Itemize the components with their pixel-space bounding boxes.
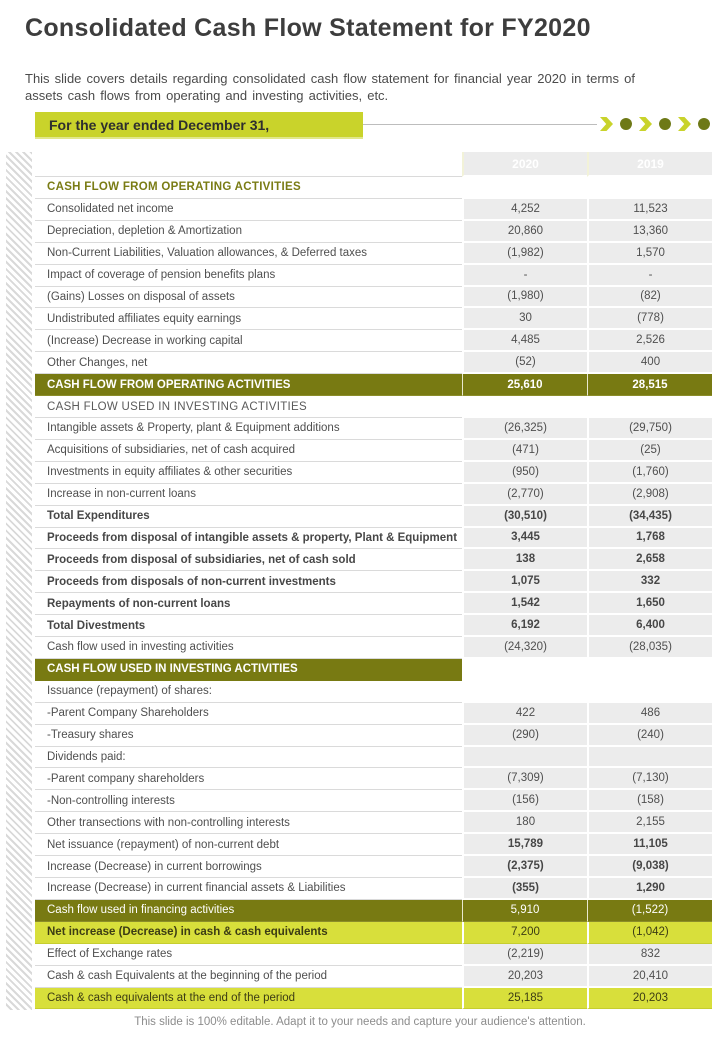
table-row (35, 966, 712, 988)
row-value-2019 (587, 396, 712, 418)
table-row (35, 878, 712, 900)
row-value-2020: (290) (462, 725, 587, 747)
row-value-2019: 28,515 (587, 374, 712, 396)
row-label: (Gains) Losses on disposal of assets (35, 287, 462, 309)
row-label: -Parent Company Shareholders (35, 703, 462, 725)
row-label: Net increase (Decrease) in cash & cash equivalents (35, 922, 462, 944)
table-row (35, 221, 712, 243)
row-value-2019: 332 (587, 571, 712, 593)
chevron-icon (639, 117, 652, 131)
row-label: Other transections with non-controlling interests (35, 812, 462, 834)
row-value-2020: 4,485 (462, 330, 587, 352)
row-value-2019: (158) (587, 790, 712, 812)
row-label: -Parent company shareholders (35, 768, 462, 790)
table-row (35, 747, 712, 769)
table-row (35, 944, 712, 966)
row-value-2020: (1,982) (462, 243, 587, 265)
row-value-2020: 25,610 (462, 374, 587, 396)
row-label: Cash & cash Equivalents at the beginning of the period (35, 966, 462, 988)
row-label: Cash & cash equivalents at the end of the period (35, 988, 462, 1010)
row-value-2019: 13,360 (587, 221, 712, 243)
row-label: Issuance (repayment) of shares: (35, 681, 462, 703)
slide-description: This slide covers details regarding consolidated cash flow statement for financial year 2020 in terms of assets cash flows from operating and investing activities, etc. (25, 71, 635, 104)
table-row (35, 418, 712, 440)
row-label: CASH FLOW USED IN INVESTING ACTIVITIES (35, 659, 462, 681)
row-value-2020: (7,309) (462, 768, 587, 790)
row-value-2020 (462, 681, 587, 703)
row-label: Non-Current Liabilities, Valuation allowances, & Deferred taxes (35, 243, 462, 265)
row-value-2020: (950) (462, 462, 587, 484)
table-row (35, 812, 712, 834)
row-value-2019: (1,042) (587, 922, 712, 944)
row-value-2020 (462, 659, 587, 681)
row-value-2020: 138 (462, 549, 587, 571)
period-banner (35, 112, 363, 137)
dot-icon (620, 118, 632, 130)
row-label: Increase (Decrease) in current financial assets & Liabilities (35, 878, 462, 900)
row-value-2019: (778) (587, 308, 712, 330)
table-body (35, 177, 712, 1009)
row-value-2019: 400 (587, 352, 712, 374)
period-banner-label: For the year ended December 31, (49, 116, 270, 133)
table-row (35, 243, 712, 265)
row-label: (Increase) Decrease in working capital (35, 330, 462, 352)
row-value-2019: 1,570 (587, 243, 712, 265)
row-value-2020: 1,542 (462, 593, 587, 615)
row-value-2020: 5,910 (462, 900, 587, 922)
table-row (35, 287, 712, 309)
row-label: CASH FLOW FROM OPERATING ACTIVITIES (35, 374, 462, 396)
cash-flow-table (35, 152, 712, 1009)
table-row (35, 330, 712, 352)
dot-icon (698, 118, 710, 130)
row-value-2019 (587, 681, 712, 703)
table-row (35, 352, 712, 374)
table-row (35, 265, 712, 287)
row-label: -Non-controlling interests (35, 790, 462, 812)
row-value-2019 (587, 177, 712, 199)
row-value-2019: 1,290 (587, 878, 712, 900)
row-value-2019: 1,650 (587, 593, 712, 615)
table-row (35, 768, 712, 790)
table-row (35, 681, 712, 703)
dot-icon (659, 118, 671, 130)
row-label: Total Expenditures (35, 506, 462, 528)
row-label: Net issuance (repayment) of non-current debt (35, 834, 462, 856)
decorative-line (363, 124, 597, 125)
table-row (35, 856, 712, 878)
row-value-2020: 7,200 (462, 922, 587, 944)
row-value-2019: 486 (587, 703, 712, 725)
row-label: Increase (Decrease) in current borrowings (35, 856, 462, 878)
table-row (35, 506, 712, 528)
table-row (35, 659, 712, 681)
row-label: Proceeds from disposals of non-current investments (35, 571, 462, 593)
row-label: Depreciation, depletion & Amortization (35, 221, 462, 243)
row-value-2020: 20,860 (462, 221, 587, 243)
row-value-2020: (2,770) (462, 484, 587, 506)
table-header-2020: 2020 (462, 152, 587, 177)
row-value-2019: 2,526 (587, 330, 712, 352)
row-value-2019: 11,105 (587, 834, 712, 856)
row-value-2020: 4,252 (462, 199, 587, 221)
table-row (35, 462, 712, 484)
table-row (35, 922, 712, 944)
table-row (35, 177, 712, 199)
row-label: Effect of Exchange rates (35, 944, 462, 966)
row-label: Intangible assets & Property, plant & Equipment additions (35, 418, 462, 440)
table-row (35, 593, 712, 615)
row-value-2020: 20,203 (462, 966, 587, 988)
row-value-2019: 11,523 (587, 199, 712, 221)
row-label: CASH FLOW FROM OPERATING ACTIVITIES (35, 177, 462, 199)
row-label: Repayments of non-current loans (35, 593, 462, 615)
table-row (35, 374, 712, 396)
row-value-2020: 180 (462, 812, 587, 834)
row-value-2019: 2,658 (587, 549, 712, 571)
row-value-2020: (26,325) (462, 418, 587, 440)
row-value-2019: (9,038) (587, 856, 712, 878)
row-label: Proceeds from disposal of intangible assets & property, Plant & Equipment (35, 528, 462, 550)
row-value-2019: - (587, 265, 712, 287)
row-value-2019: 1,768 (587, 528, 712, 550)
row-value-2019 (587, 747, 712, 769)
table-row (35, 637, 712, 659)
row-value-2020: (1,980) (462, 287, 587, 309)
row-value-2020: 3,445 (462, 528, 587, 550)
row-value-2019: (1,522) (587, 900, 712, 922)
row-label: Cash flow used in investing activities (35, 637, 462, 659)
chevron-icon (600, 117, 613, 131)
diagonal-stripe-decoration (6, 152, 32, 1010)
row-label: Proceeds from disposal of subsidiaries, net of cash sold (35, 549, 462, 571)
row-value-2019: 6,400 (587, 615, 712, 637)
row-value-2019: 2,155 (587, 812, 712, 834)
row-value-2020: (2,219) (462, 944, 587, 966)
row-value-2020: - (462, 265, 587, 287)
row-value-2019: (28,035) (587, 637, 712, 659)
row-value-2020: 1,075 (462, 571, 587, 593)
row-value-2019: (34,435) (587, 506, 712, 528)
row-value-2020: (52) (462, 352, 587, 374)
row-label: Impact of coverage of pension benefits plans (35, 265, 462, 287)
page-title: Consolidated Cash Flow Statement for FY2020 (25, 14, 591, 42)
row-value-2020: 15,789 (462, 834, 587, 856)
table-row (35, 571, 712, 593)
table-row (35, 440, 712, 462)
row-value-2019: 20,410 (587, 966, 712, 988)
row-label: Undistributed affiliates equity earnings (35, 308, 462, 330)
footer-note: This slide is 100% editable. Adapt it to your needs and capture your audience's attention. (134, 1016, 586, 1028)
table-row (35, 308, 712, 330)
table-row (35, 396, 712, 418)
chevron-icon (678, 117, 691, 131)
row-value-2019: (82) (587, 287, 712, 309)
row-label: Consolidated net income (35, 199, 462, 221)
row-value-2020: 25,185 (462, 988, 587, 1010)
row-label: Acquisitions of subsidiaries, net of cash acquired (35, 440, 462, 462)
row-value-2020: 6,192 (462, 615, 587, 637)
row-value-2020: (24,320) (462, 637, 587, 659)
row-label: Total Divestments (35, 615, 462, 637)
row-value-2020: (156) (462, 790, 587, 812)
table-row (35, 790, 712, 812)
row-value-2019: (2,908) (587, 484, 712, 506)
row-value-2019: (240) (587, 725, 712, 747)
row-value-2020 (462, 396, 587, 418)
row-value-2020 (462, 177, 587, 199)
row-value-2020 (462, 747, 587, 769)
table-row (35, 725, 712, 747)
row-label: Dividends paid: (35, 747, 462, 769)
table-row (35, 549, 712, 571)
row-value-2019: (25) (587, 440, 712, 462)
table-row (35, 484, 712, 506)
row-value-2020: (2,375) (462, 856, 587, 878)
table-header-row (35, 152, 712, 177)
row-value-2019 (587, 659, 712, 681)
table-row (35, 615, 712, 637)
chevron-dot-decoration (600, 117, 710, 131)
row-label: Increase in non-current loans (35, 484, 462, 506)
row-value-2020: 422 (462, 703, 587, 725)
table-row (35, 199, 712, 221)
row-label: -Treasury shares (35, 725, 462, 747)
row-value-2019: 20,203 (587, 988, 712, 1010)
table-header-2019: 2019 (587, 152, 712, 177)
row-value-2020: 30 (462, 308, 587, 330)
table-row (35, 834, 712, 856)
table-row (35, 988, 712, 1010)
row-value-2019: (1,760) (587, 462, 712, 484)
table-row (35, 703, 712, 725)
row-value-2020: (30,510) (462, 506, 587, 528)
table-row (35, 528, 712, 550)
row-value-2019: 832 (587, 944, 712, 966)
table-row (35, 900, 712, 922)
row-label: Investments in equity affiliates & other securities (35, 462, 462, 484)
table-header-unit: (US$ million) (35, 152, 462, 177)
row-value-2019: (29,750) (587, 418, 712, 440)
row-value-2020: (355) (462, 878, 587, 900)
row-value-2020: (471) (462, 440, 587, 462)
row-label: Other Changes, net (35, 352, 462, 374)
row-label: CASH FLOW USED IN INVESTING ACTIVITIES (35, 396, 462, 418)
row-value-2019: (7,130) (587, 768, 712, 790)
row-label: Cash flow used in financing activities (35, 900, 462, 922)
